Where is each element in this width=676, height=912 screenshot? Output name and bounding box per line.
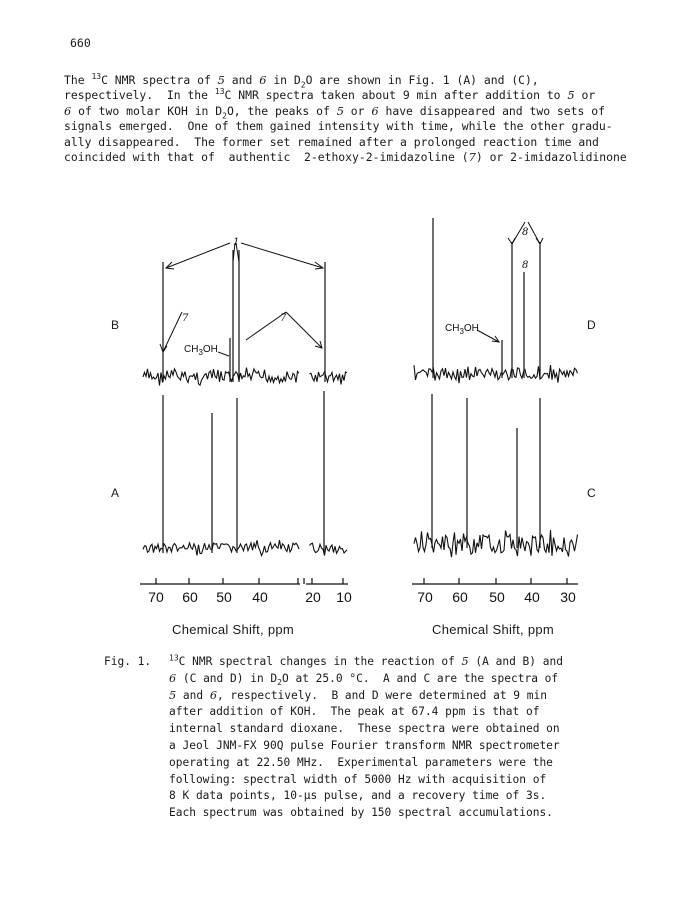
- spectrum-b-baseline: [143, 368, 347, 386]
- tick-label: 20: [305, 589, 321, 605]
- ch3oh-label-right: $CH_3OH$: [445, 323, 479, 336]
- left-axis: [140, 578, 348, 584]
- caption-body: [169, 654, 609, 822]
- caption-line: 5 and 6, respectively. B and D were determined at 9 min: [169, 688, 547, 702]
- caption-line: 8 K data points, 10-µs pulse, and a recovery time of 3s.: [169, 789, 547, 803]
- tick-label: 40: [252, 589, 268, 605]
- tick-label: 10: [336, 589, 352, 605]
- caption-line: Each spectrum was obtained by 150 spectral accumulations.: [169, 806, 553, 820]
- annotation-label-7: 7: [280, 313, 287, 324]
- caption-line: after addition of KOH. The peak at 67.4 ppm is that of: [169, 705, 540, 719]
- caption-line: following: spectral width of 5000 Hz with acquisition of: [169, 772, 547, 786]
- annotation-label-8: 8: [522, 227, 529, 238]
- caption-line: a Jeol JNM-FX 90Q pulse Fourier transform NMR spectrometer: [169, 738, 560, 752]
- paragraph-line: The $^{13}$C NMR spectra of 5 and 6 in $D_2O$ are shown in Fig. 1 (A) and (C),: [64, 72, 539, 90]
- annotation-label-8: 8: [522, 260, 529, 271]
- annotation-arrows-left: [160, 243, 323, 356]
- spectrum-c-baseline: [414, 530, 578, 557]
- spectrum-label-c: C: [587, 486, 596, 500]
- caption-label: Fig. 1.: [104, 655, 152, 668]
- caption-line: internal standard dioxane. These spectra were obtained on: [169, 722, 560, 736]
- tick-label: 30: [560, 589, 576, 605]
- paragraph-line: coincided with that of authentic 2-ethoxy-2-imidazoline (7) or 2-imidazolidinone: [64, 150, 627, 165]
- paragraph-line: respectively. In the $^{13}$C NMR spectra taken about 9 min after addition to 5 or: [64, 87, 596, 103]
- caption-line: $^{13}$C NMR spectral changes in the reaction of 5 (A and B) and: [169, 653, 563, 668]
- spectrum-c-peaks: [432, 394, 540, 548]
- spectrum-a-peaks: [163, 391, 324, 553]
- tick-label: 50: [489, 589, 505, 605]
- tick-label: 50: [216, 589, 232, 605]
- right-axis: [412, 578, 578, 584]
- tick-label: 70: [417, 589, 433, 605]
- spectrum-label-a: A: [111, 486, 120, 500]
- left-axis-title: Chemical Shift, ppm: [172, 622, 295, 637]
- page-number: 660: [70, 36, 91, 50]
- tick-label: 40: [524, 589, 540, 605]
- annotation-label-1: 1: [233, 237, 240, 248]
- spectrum-d-peaks: [433, 218, 540, 378]
- ch3oh-label-left: $CH_3OH$: [184, 344, 218, 357]
- spectrum-label-d: D: [587, 318, 596, 332]
- paragraph-line: signals emerged. One of them gained intensity with time, while the other gradu-: [64, 119, 613, 134]
- spectrum-a-baseline: [143, 540, 347, 555]
- annotation-arrows-right: [477, 222, 543, 342]
- caption-line: 6 (C and D) in $D_2O$ at 25.0 °C. A and C are the spectra of: [169, 671, 559, 688]
- spectrum-label-b: B: [111, 318, 120, 332]
- paragraph-line: 6 of two molar KOH in $D_2O$, the peaks of 5 or 6 have disappeared and two sets of: [64, 103, 605, 121]
- annotation-label-7: 7: [182, 313, 189, 324]
- right-axis-title: Chemical Shift, ppm: [432, 622, 555, 637]
- paragraph-line: ally disappeared. The former set remained after a prolonged reaction time and: [64, 134, 599, 149]
- tick-label: 70: [148, 589, 164, 605]
- spectrum-d-baseline: [414, 365, 578, 383]
- caption-line: operating at 22.50 MHz. Experimental parameters were the: [169, 755, 553, 769]
- tick-label: 60: [182, 589, 198, 605]
- tick-label: 60: [452, 589, 468, 605]
